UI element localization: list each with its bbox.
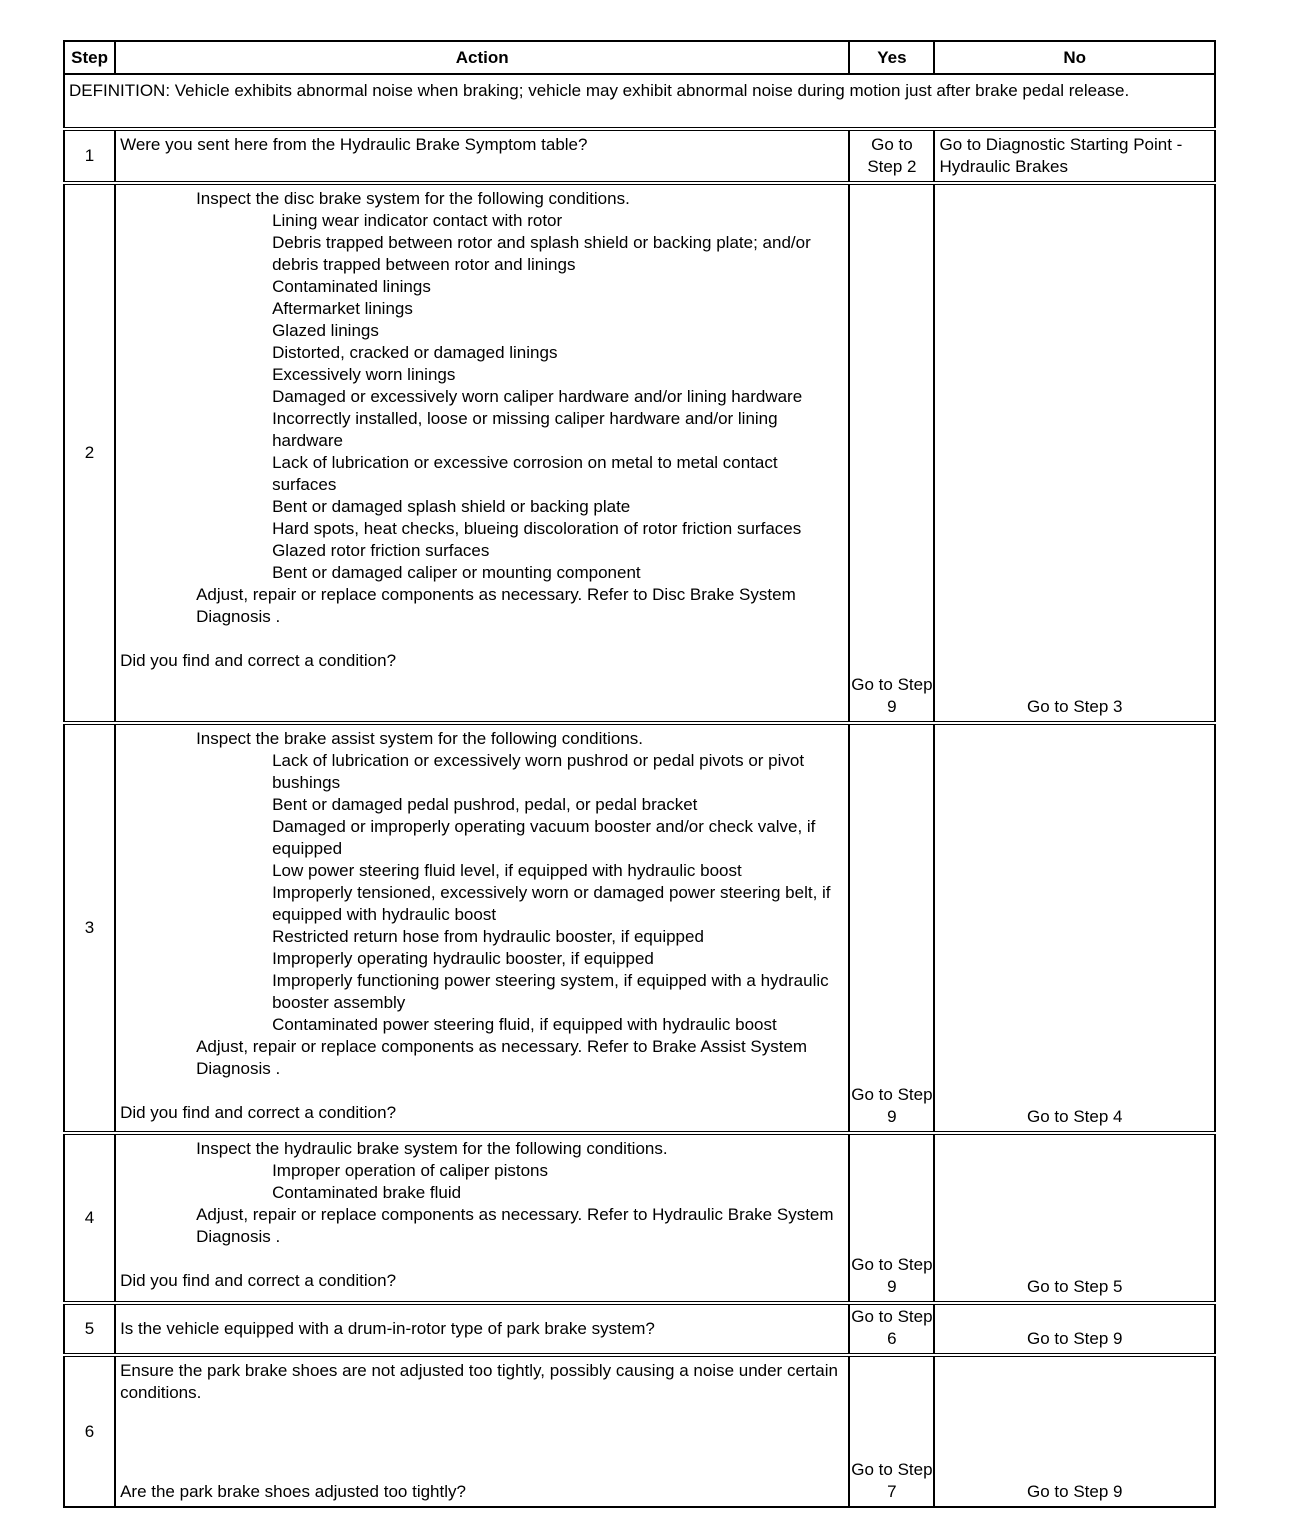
condition-item: Improperly functioning power steering system, if equipped with a hydraulic booster assembly <box>272 971 829 1012</box>
step-number: 6 <box>64 1355 115 1507</box>
action-cell <box>115 129 849 183</box>
header-row <box>64 41 1215 74</box>
action-question: Were you sent here from the Hydraulic Brake Symptom table? <box>120 135 588 154</box>
step-number: 1 <box>64 129 115 183</box>
condition-item: Improper operation of caliper pistons <box>272 1161 549 1180</box>
table-row-step-1 <box>64 129 1215 183</box>
condition-item: Improperly operating hydraulic booster, if equipped <box>272 949 654 968</box>
condition-item: Glazed linings <box>272 321 379 340</box>
step-number: 5 <box>64 1303 115 1355</box>
step-number: 2 <box>64 183 115 723</box>
action-question: Did you find and correct a condition? <box>120 651 397 670</box>
no-cell <box>934 1355 1215 1507</box>
yes-cell: Go to Step 2 <box>849 129 934 183</box>
no-outcome: Go to Step 5 <box>1027 1277 1123 1296</box>
condition-item: Low power steering fluid level, if equipped with hydraulic boost <box>272 861 742 880</box>
table-row-step-5 <box>64 1303 1215 1355</box>
header-step: Step <box>64 41 115 74</box>
condition-item: Damaged or excessively worn caliper hardware and/or lining hardware <box>272 387 803 406</box>
diagnostic-table-sheet <box>63 40 1216 1508</box>
action-question: Is the vehicle equipped with a drum-in-rotor type of park brake system? <box>120 1319 655 1338</box>
condition-item: Bent or damaged caliper or mounting component <box>272 563 641 582</box>
condition-item: Bent or damaged splash shield or backing plate <box>272 497 631 516</box>
action-adjust: Adjust, repair or replace components as necessary. Refer to Hydraulic Brake System Diagnosis . <box>196 1205 834 1246</box>
condition-item: Contaminated linings <box>272 277 431 296</box>
yes-outcome: Go to Step 7 <box>851 1460 933 1501</box>
action-cell <box>115 723 849 1133</box>
yes-cell <box>849 183 934 723</box>
yes-outcome: Go to Step 6 <box>851 1307 933 1348</box>
condition-item: Hard spots, heat checks, blueing discoloration of rotor friction surfaces <box>272 519 802 538</box>
action-question: Did you find and correct a condition? <box>120 1271 397 1290</box>
yes-outcome: Go to Step 9 <box>851 1085 933 1126</box>
no-outcome: Go to Step 3 <box>1027 697 1123 716</box>
condition-item: Damaged or improperly operating vacuum booster and/or check valve, if equipped <box>272 817 816 858</box>
action-cell <box>115 1303 849 1355</box>
condition-item: Excessively worn linings <box>272 365 456 384</box>
condition-item: Debris trapped between rotor and splash shield or backing plate; and/or debris trapped between rotor and linings <box>272 233 811 274</box>
action-cell <box>115 183 849 723</box>
action-cell <box>115 1355 849 1507</box>
action-question: Did you find and correct a condition? <box>120 1103 397 1122</box>
action-intro: Inspect the hydraulic brake system for the following conditions. <box>196 1139 668 1158</box>
action-cell <box>115 1133 849 1303</box>
action-question: Are the park brake shoes adjusted too tightly? <box>120 1482 466 1501</box>
no-cell: Go to Diagnostic Starting Point - Hydraulic Brakes <box>934 129 1215 183</box>
condition-item: Improperly tensioned, excessively worn or damaged power steering belt, if equipped with hydraulic boost <box>272 883 831 924</box>
action-intro: Inspect the brake assist system for the following conditions. <box>196 729 644 748</box>
condition-item: Lack of lubrication or excessively worn pushrod or pedal pivots or pivot bushings <box>272 751 805 792</box>
definition-row <box>64 74 1215 129</box>
condition-item: Distorted, cracked or damaged linings <box>272 343 558 362</box>
yes-cell <box>849 1303 934 1355</box>
table-row-step-3 <box>64 723 1215 1133</box>
yes-outcome: Go to Step 9 <box>851 675 933 716</box>
no-cell <box>934 183 1215 723</box>
diagnostic-table <box>63 40 1216 1508</box>
action-adjust: Adjust, repair or replace components as necessary. Refer to Brake Assist System Diagnosis . <box>196 1037 808 1078</box>
header-action: Action <box>115 41 849 74</box>
condition-item: Contaminated power steering fluid, if equipped with hydraulic boost <box>272 1015 777 1034</box>
action-intro: Ensure the park brake shoes are not adjusted too tightly, possibly causing a noise under certain conditions. <box>120 1361 838 1402</box>
table-row-step-6 <box>64 1355 1215 1507</box>
no-cell <box>934 723 1215 1133</box>
header-no: No <box>934 41 1215 74</box>
definition-text: DEFINITION: Vehicle exhibits abnormal noise when braking; vehicle may exhibit abnormal noise during motion just after brake pedal release. <box>64 74 1215 129</box>
condition-item: Glazed rotor friction surfaces <box>272 541 490 560</box>
yes-cell <box>849 1133 934 1303</box>
condition-item: Lining wear indicator contact with rotor <box>272 211 563 230</box>
condition-item: Incorrectly installed, loose or missing caliper hardware and/or lining hardware <box>272 409 778 450</box>
action-adjust: Adjust, repair or replace components as necessary. Refer to Disc Brake System Diagnosis . <box>196 585 796 626</box>
yes-cell <box>849 1355 934 1507</box>
no-outcome: Go to Step 4 <box>1027 1107 1123 1126</box>
action-intro: Inspect the disc brake system for the following conditions. <box>196 189 630 208</box>
yes-cell <box>849 723 934 1133</box>
condition-item: Lack of lubrication or excessive corrosion on metal to metal contact surfaces <box>272 453 778 494</box>
header-yes: Yes <box>849 41 934 74</box>
yes-outcome: Go to Step 9 <box>851 1255 933 1296</box>
no-outcome: Go to Step 9 <box>1027 1329 1123 1348</box>
table-row-step-2 <box>64 183 1215 723</box>
no-cell <box>934 1303 1215 1355</box>
step-number: 4 <box>64 1133 115 1303</box>
condition-item: Restricted return hose from hydraulic booster, if equipped <box>272 927 704 946</box>
step-number: 3 <box>64 723 115 1133</box>
no-outcome: Go to Step 9 <box>1027 1482 1123 1501</box>
no-cell <box>934 1133 1215 1303</box>
table-row-step-4 <box>64 1133 1215 1303</box>
condition-item: Contaminated brake fluid <box>272 1183 462 1202</box>
condition-item: Bent or damaged pedal pushrod, pedal, or pedal bracket <box>272 795 698 814</box>
condition-item: Aftermarket linings <box>272 299 413 318</box>
